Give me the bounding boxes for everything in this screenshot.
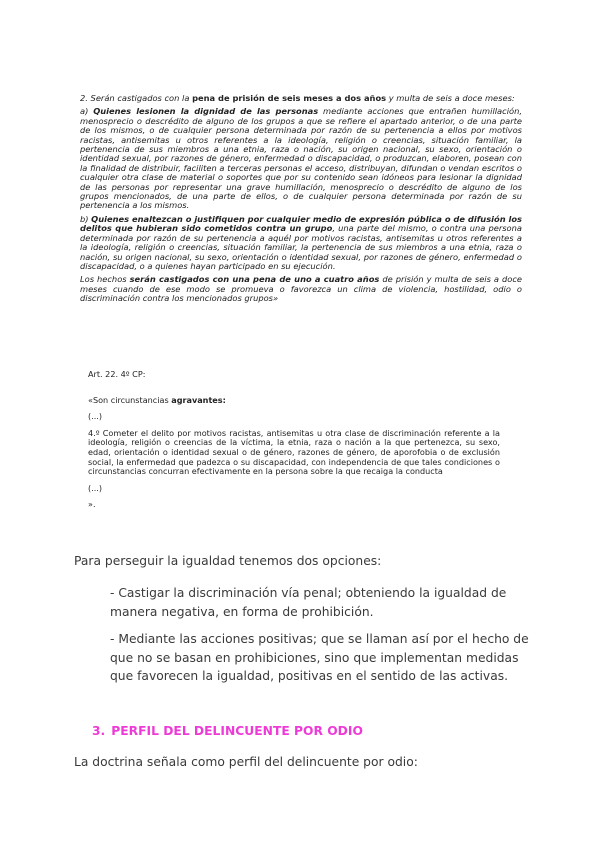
article-item-4: 4.º Cometer el delito por motivos racistas, antisemitas u otra clase de discriminación referente a la ideología, religión o creencias de la víctima, la etnia, raza o nación a la que pertenezca, su sexo, edad, orientación o identidad sexual o de género, razones de género, de aporofobia o de exclusión social, la enfermedad que padezca o su discapacidad, con independencia de que tales condiciones o circunstancias concurran efectivamente en la persona sobre la que recaiga la conducta <box>88 427 500 477</box>
article-intro <box>88 396 500 406</box>
legal-p1-post: y multa de seis a doce meses: <box>386 93 515 103</box>
notes-doctrine: La doctrina señala como perfil del delincuente por odio: <box>74 755 418 769</box>
article-ellipsis-1: (...) <box>88 411 103 422</box>
section-title: PERFIL DEL DELINCUENTE POR ODIO <box>111 724 363 738</box>
legal-paragraph-a <box>80 107 522 210</box>
notes-option-2: - Mediante las acciones positivas; que se llaman así por el hecho de que no se basan en prohibiciones, sino que implementan medidas que favorecen la igualdad, positivas en el sentido de las activas. <box>110 632 529 684</box>
section-number: 3. <box>92 724 106 738</box>
legal-p2-label: a) <box>80 106 94 117</box>
legal-p1-bold: pena de prisión de seis meses a dos años <box>192 93 387 103</box>
legal-p3-label: b) <box>80 213 92 224</box>
article-intro-pre: «Son circunstancias <box>88 394 172 405</box>
article-ellipsis-2: (...) <box>88 482 103 493</box>
section-heading <box>92 722 363 740</box>
legal-p2-bold: Quienes lesionen la dignidad de las personas <box>93 106 319 117</box>
legal-p1-pre: 2. Serán castigados con la <box>80 93 193 103</box>
legal-p3-text: , una parte del mismo, o contra una persona determinada por razón de su pertenencia a aquél por motivos racistas, antisemitas u otros referentes a la ideología, religión o creencias, situación familiar, la pertenencia de sus miembros a una etnia, raza o nación, su origen nacional, su sexo, orientación o identidad sexual, por razones de género, enfermedad o discapacidad, o a quienes hayan participado en su ejecución. <box>80 223 522 271</box>
article-intro-bold: agravantes: <box>171 394 226 405</box>
legal-paragraph-hechos <box>80 275 522 303</box>
legal-p4-pre: Los hechos <box>80 274 130 285</box>
article-heading: Art. 22. 4º CP: <box>88 369 146 379</box>
penal-code-excerpt <box>80 94 522 308</box>
legal-p4-bold: serán castigados con una pena de uno a cuatro años <box>129 274 380 285</box>
article-excerpt <box>88 370 500 517</box>
notes-intro: Para perseguir la igualdad tenemos dos opciones: <box>74 554 382 568</box>
legal-paragraph-2 <box>80 94 522 103</box>
notes-option-1: - Castigar la discriminación vía penal; obteniendo la igualdad de manera negativa, en forma de prohibición. <box>110 586 507 619</box>
legal-p3-bold: Quienes enaltezcan o justifiquen por cualquier medio de expresión pública o de difusión los delitos que hubieran sido cometidos contra un grupo <box>80 213 522 234</box>
article-closing: ». <box>88 499 96 510</box>
legal-p4-post: de prisión y multa de seis a doce meses cuando de ese modo se promueva o favorezca un clima de violencia, hostilidad, odio o discriminación contra los mencionados grupos» <box>80 274 523 304</box>
legal-paragraph-b <box>80 215 522 271</box>
legal-p2-text: mediante acciones que entrañen humillación, menosprecio o descrédito de alguno de los grupos a que se refiere el apartado anterior, o de una parte de los mismos, o de cualquier persona determinada por razón de su pertenencia a ellos por motivos racistas, antisemitas u otros referentes a la ideología, religión o creencias, situación familiar, la pertenencia de sus miembros a una etnia, raza o nación, su origen nacional, su sexo, orientación o identidad sexual, por razones de género, enfermedad o discapacidad, o produzcan, elaboren, posean con la finalidad de distribuir, faciliten a terceras personas el acceso, distribuyan, difundan o vendan escritos o cualquier otra clase de material o soportes que por su contenido sean idóneos para lesionar la dignidad de las personas por representar una grave humillación, menosprecio o descrédito de alguno de los grupos mencionados, de una parte de ellos, o de cualquier persona determinada por razón de su pertenencia a los mismos. <box>80 106 522 211</box>
